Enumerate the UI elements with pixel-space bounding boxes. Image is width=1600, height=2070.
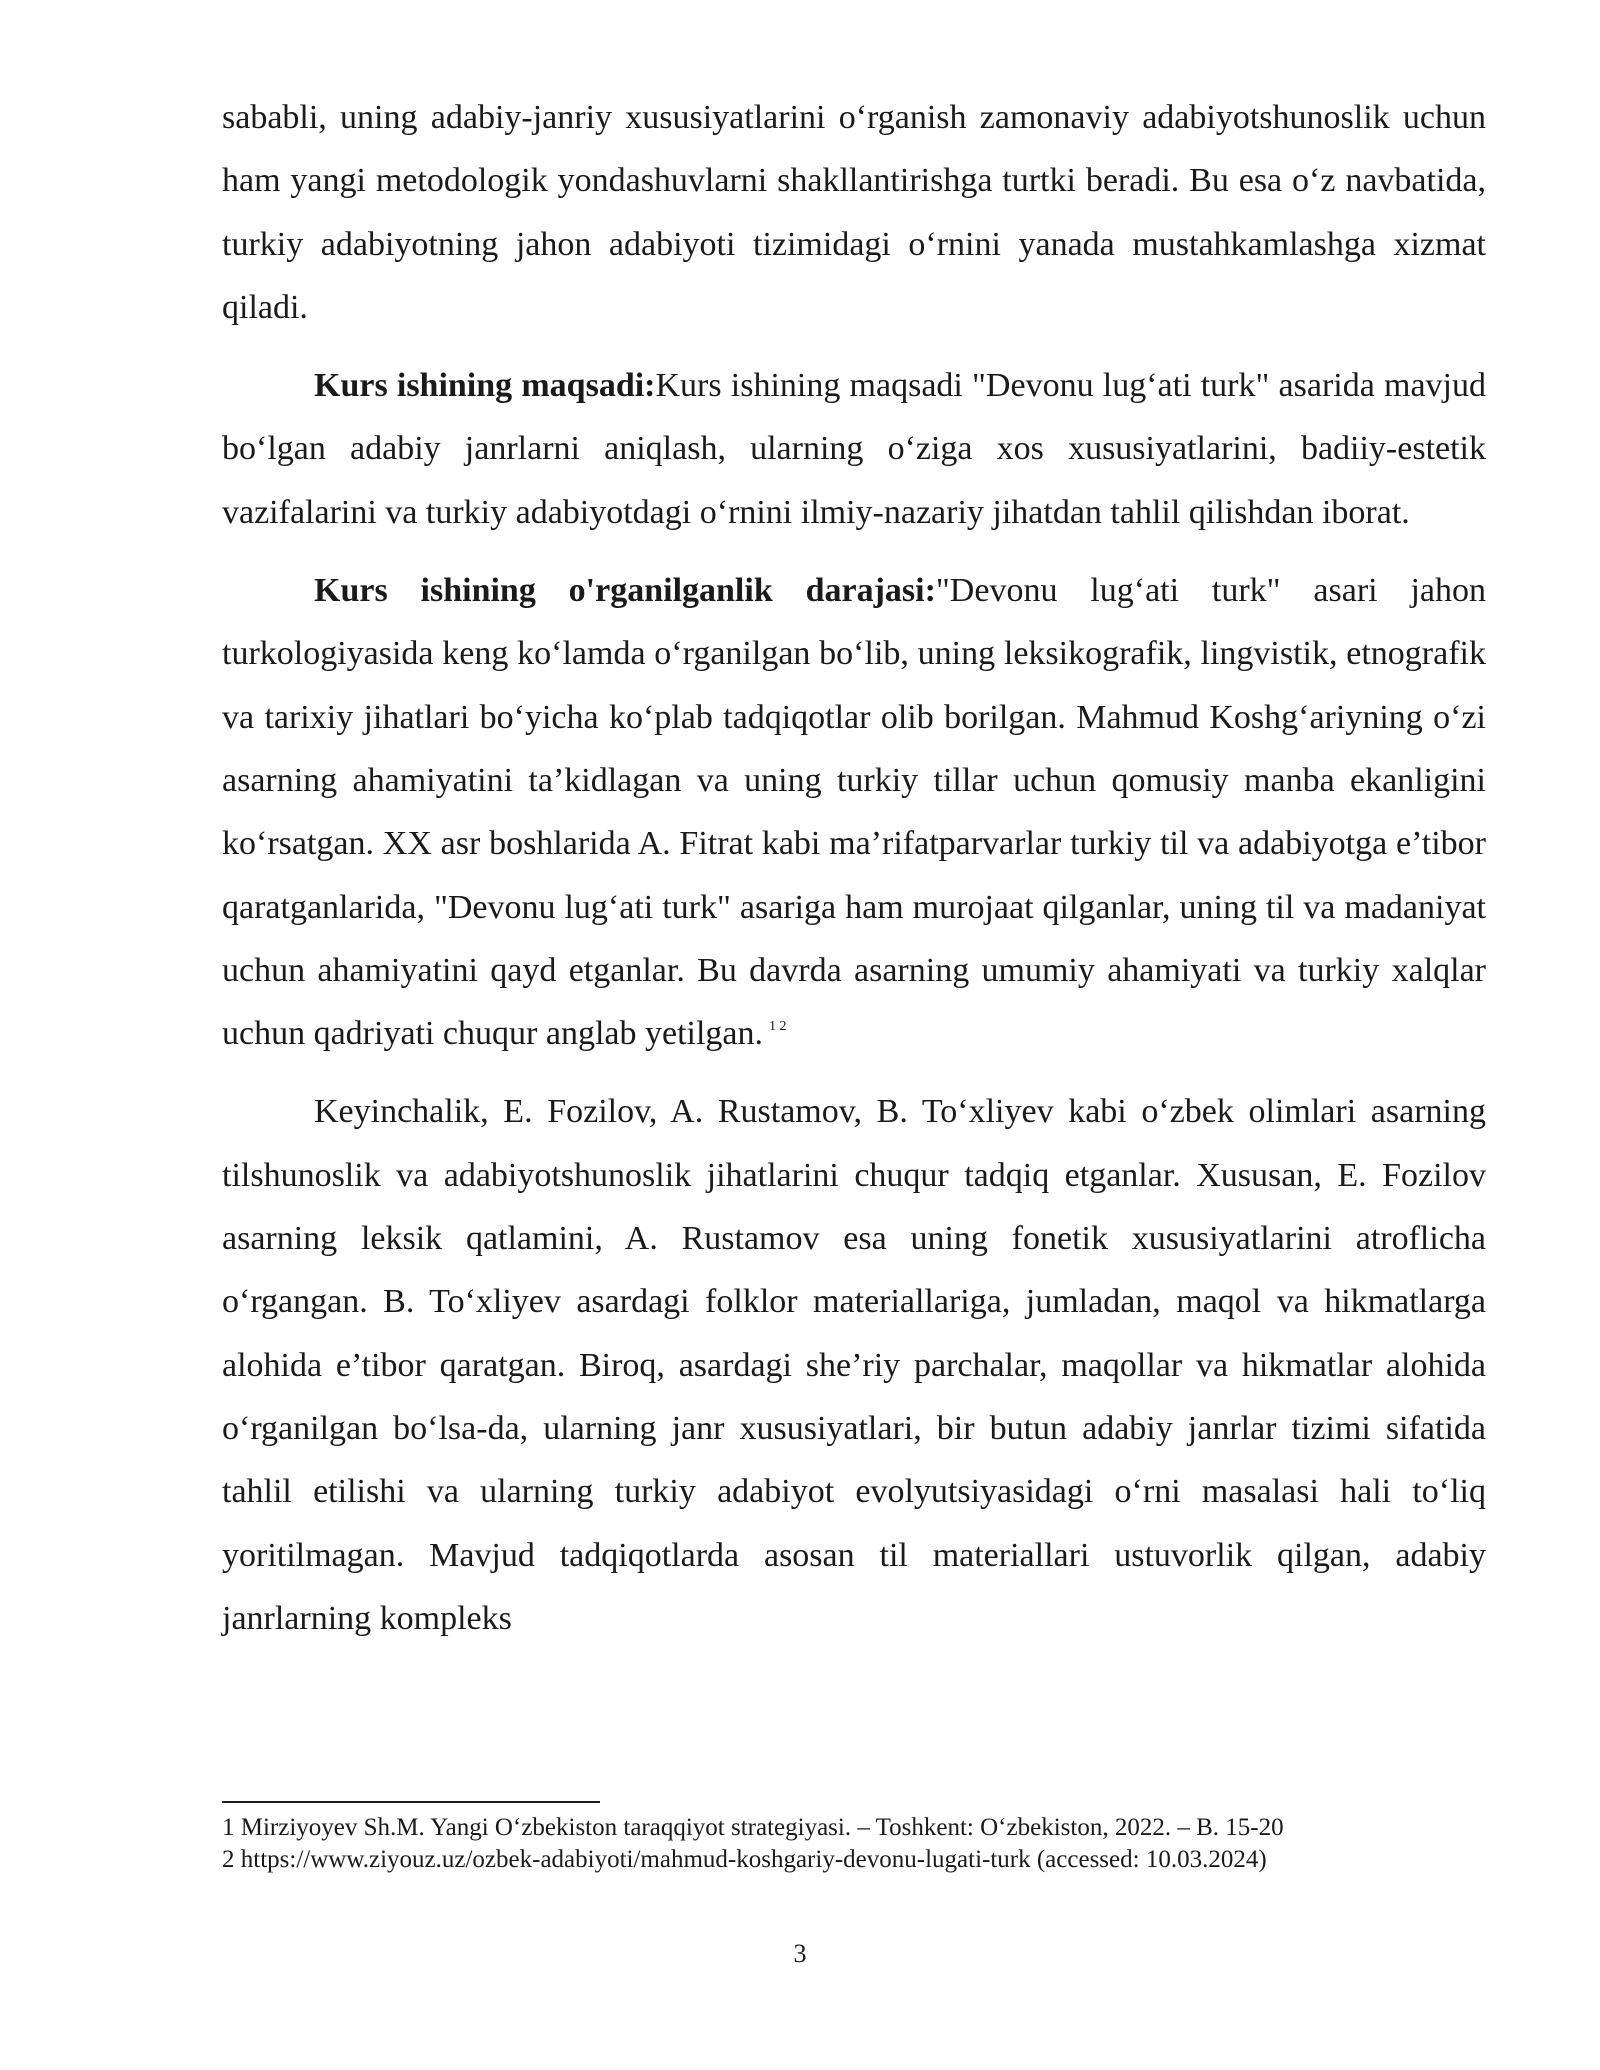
footnote-separator [222, 1801, 600, 1803]
footnote-2: 2 https://www.ziyouz.uz/ozbek-adabiyoti/mahmud-koshgariy-devonu-lugati-turk (accessed: 10.03.2024) [222, 1846, 1267, 1873]
paragraph-text: Kurs ishining maqsadi "Devonu lug‘ati turk" asarida mavjud bo‘lgan adabiy janrlarni aniqlash, ularning o‘ziga xos xususiyatlarini, badiiy-estetik vazifalarini va turkiy adabiyotdagi o‘rnini ilmiy-nazariy jihatdan tahlil qilishdan iborat. [222, 367, 1486, 531]
body-text [222, 86, 1486, 1665]
page-number: 3 [793, 1939, 807, 1968]
paragraph-heading: Kurs ishining o'rganilganlik darajasi: [314, 572, 936, 610]
paragraph-text: sababli, uning adabiy-janriy xususiyatlarini o‘rganish zamonaviy adabiyotshunoslik uchun ham yangi metodologik yondashuvlarni shakllantirishga turtki beradi. Bu esa o‘z navbatida, turkiy adabiyotning jahon adabiyoti tizimidagi o‘rnini yanada mustahkamlashga xizmat qiladi. [222, 99, 1486, 326]
paragraph-text: "Devonu lug‘ati turk" asari jahon turkologiyasida keng ko‘lamda o‘rganilgan bo‘lib, uning leksikografik, lingvistik, etnografik va tarixiy jihatlari bo‘yicha ko‘plab tadqiqotlar olib borilgan. Mahmud Koshg‘ariyning o‘zi asarning ahamiyatini ta’kidlagan va uning turkiy tillar uchun qomusiy manba ekanligini ko‘rsatgan. XX asr boshlarida A. Fitrat kabi ma’rifatparvarlar turkiy til va adabiyotga e’tibor qaratganlarida, "Devonu lug‘ati turk" asariga ham murojaat qilganlar, uning til va madaniyat uchun ahamiyatini qayd etganlar. Bu davrda asarning umumiy ahamiyati va turkiy xalqlar uchun qadriyati chuqur anglab yetilgan. [222, 572, 1486, 1053]
footnotes [222, 1812, 1486, 1876]
paragraph-text: Keyinchalik, E. Fozilov, A. Rustamov, B. To‘xliyev kabi o‘zbek olimlari asarning tilshunoslik va adabiyotshunoslik jihatlarini chuqur tadqiq etganlar. Xususan, E. Fozilov asarning leksik qatlamini, A. Rustamov esa uning fonetik xususiyatlarini atroflicha o‘rgangan. B. To‘xliyev asardagi folklor materiallariga, jumladan, maqol va hikmatlarga alohida e’tibor qaratgan. Biroq, asardagi she’riy parchalar, maqollar va hikmatlar alohida o‘rganilgan bo‘lsa-da, ularning janr xususiyatlari, bir butun adabiy janrlar tizimi sifatida tahlil etilishi va ularning turkiy adabiyot evolyutsiyasidagi o‘rni masalasi hali to‘liq yoritilmagan. Mavjud tadqiqotlarda asosan til materiallari ustuvorlik qilgan, adabiy janrlarning kompleks [222, 1093, 1486, 1637]
paragraph-course-goal [222, 354, 1486, 544]
paragraph-heading: Kurs ishining maqsadi: [314, 367, 656, 405]
paragraph-intro-continuation [222, 86, 1486, 339]
paragraph-later-research [222, 1080, 1486, 1650]
footnote-references[interactable]: 1 2 [769, 1019, 787, 1035]
paragraph-study-level [222, 559, 1486, 1065]
footnote-1: 1 Mirziyoyev Sh.M. Yangi O‘zbekiston taraqqiyot strategiyasi. – Toshkent: O‘zbekiston, 2022. – B. 15-20 [222, 1814, 1284, 1841]
